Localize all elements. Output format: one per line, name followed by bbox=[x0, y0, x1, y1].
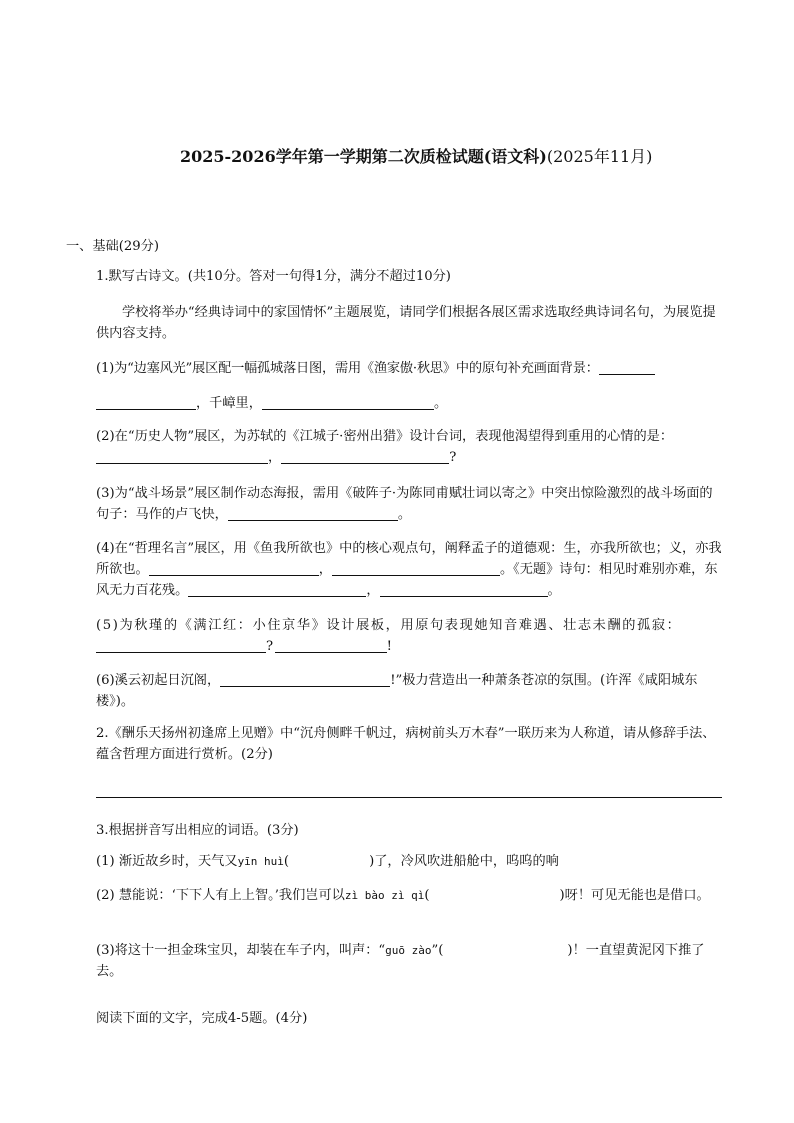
q3-2-text-c: )呀！可见无能也是借口。 bbox=[559, 888, 710, 903]
item-1-text-c: 。 bbox=[433, 396, 448, 411]
q1-item-6 bbox=[96, 670, 722, 712]
q1-item-2 bbox=[96, 426, 722, 468]
title-main: 2025-2026学年第一学期第二次质检试题(语文科) bbox=[180, 147, 547, 166]
answer-blank[interactable] bbox=[220, 672, 390, 687]
answer-blank[interactable] bbox=[332, 561, 500, 576]
q3-1-text-c: )了，冷风吹进船舱中，呜呜的响 bbox=[369, 854, 559, 869]
answer-blank[interactable] bbox=[149, 561, 319, 576]
item-4-text-e: 。 bbox=[547, 583, 561, 598]
item-5-text-c: ! bbox=[386, 639, 394, 654]
q3-1-pinyin: yīn huì bbox=[237, 855, 284, 868]
q3-2-pinyin: zì bào zì qì bbox=[344, 889, 425, 902]
item-2-text-b: ， bbox=[268, 450, 282, 465]
item-4-text-d: ， bbox=[366, 583, 380, 598]
q3-1-text-a: (1) 渐近故乡时，天气又 bbox=[96, 854, 238, 869]
q1-item-4 bbox=[96, 538, 722, 601]
item-4-text-a: (4)在“哲理名言”展区，用《鱼我所欲也》中的核心观点句，阐释孟子的道德观：生，亦我所欲也；义，亦我所欲也。 bbox=[96, 541, 722, 577]
q3-2-text-a: (2) 慧能说：‘下下人有上上智。’我们岂可以 bbox=[96, 888, 345, 903]
section-heading: 一、基础(29分) bbox=[66, 239, 160, 254]
item-3-text-b: 。 bbox=[397, 507, 412, 522]
q3-item-1 bbox=[96, 851, 722, 872]
item-1-text-b: ，千嶂里， bbox=[196, 396, 262, 411]
q3-3-pinyin: guō zào bbox=[385, 944, 432, 957]
q2-prompt: 2.《酬乐天扬州初逢席上见赠》中“沉舟侧畔千帆过，病树前头万木春”一联历来为人称道，请从修辞手法、蕴含哲理方面进行赏析。(2分) bbox=[96, 726, 716, 762]
answer-blank[interactable] bbox=[188, 582, 366, 597]
q3-2-open: ( bbox=[424, 888, 430, 903]
item-2-text-c: ? bbox=[449, 450, 457, 465]
exam-title bbox=[0, 144, 794, 167]
q3-3-text-c: )！一直望黄泥冈下推了去。 bbox=[96, 943, 705, 979]
item-3-text-a: (3)为“战斗场景”展区制作动态海报，需用《破阵子·为陈同甫赋壮词以寄之》中突出惊险激烈的战斗场面的句子：马作的卢飞快， bbox=[96, 486, 713, 522]
item-4-text-c: 。《无题》诗句：相见时难别亦难，东风无力百花残。 bbox=[96, 562, 718, 598]
answer-blank[interactable] bbox=[96, 449, 268, 464]
answer-blank[interactable] bbox=[599, 360, 655, 375]
q1-header: 1.默写古诗文。(共10分。答对一句得1分，满分不超过10分) bbox=[96, 269, 451, 284]
q1-item-3 bbox=[96, 483, 722, 525]
answer-blank[interactable] bbox=[228, 506, 398, 521]
answer-blank[interactable] bbox=[281, 449, 449, 464]
title-date: (2025年11月) bbox=[546, 147, 653, 166]
q1-item-1-cont bbox=[96, 393, 722, 414]
item-5-text-b: ? bbox=[266, 639, 275, 654]
q3-3-text-a: (3)将这十一担金珠宝贝，却装在车子内，叫声：“ bbox=[96, 943, 386, 958]
item-6-text-b: !”极力营造出一种萧条苍凉的氛围。(许浑《咸阳城东楼》)。 bbox=[96, 673, 698, 709]
answer-line[interactable] bbox=[96, 797, 722, 798]
item-5-text-a: (5)为秋瑾的《满江红：小住京华》设计展板，用原句表现她知音难遇、壮志未酬的孤寂： bbox=[96, 618, 682, 633]
answer-blank[interactable] bbox=[96, 395, 196, 410]
item-2-text-a: (2)在“历史人物”展区，为苏轼的《江城子·密州出猎》设计台词，表现他渴望得到重用的心情的是： bbox=[96, 429, 674, 444]
answer-blank[interactable] bbox=[380, 582, 548, 597]
item-4-text-b: ， bbox=[318, 562, 332, 577]
q1-item-5 bbox=[96, 615, 722, 657]
reading-instruction: 阅读下面的文字，完成4-5题。(4分) bbox=[96, 1011, 308, 1026]
q3-header: 3.根据拼音写出相应的词语。(3分) bbox=[96, 823, 299, 838]
q3-1-open: ( bbox=[283, 854, 290, 869]
q3-item-3 bbox=[96, 940, 722, 982]
item-1-text-a: (1)为“边塞风光”展区配一幅孤城落日图，需用《渔家傲·秋思》中的原句补充画面背景： bbox=[96, 361, 599, 376]
q1-intro: 学校将举办“经典诗词中的家国情怀”主题展览，请同学们根据各展区需求选取经典诗词名句，为展览提供内容支持。 bbox=[96, 305, 716, 341]
q1-item-1 bbox=[96, 358, 722, 379]
answer-blank[interactable] bbox=[275, 638, 387, 653]
q3-item-2 bbox=[96, 885, 722, 906]
answer-blank[interactable] bbox=[96, 638, 266, 653]
item-6-text-a: (6)溪云初起日沉阁， bbox=[96, 673, 221, 688]
answer-blank[interactable] bbox=[262, 395, 434, 410]
q3-3-open: ”( bbox=[431, 943, 444, 958]
